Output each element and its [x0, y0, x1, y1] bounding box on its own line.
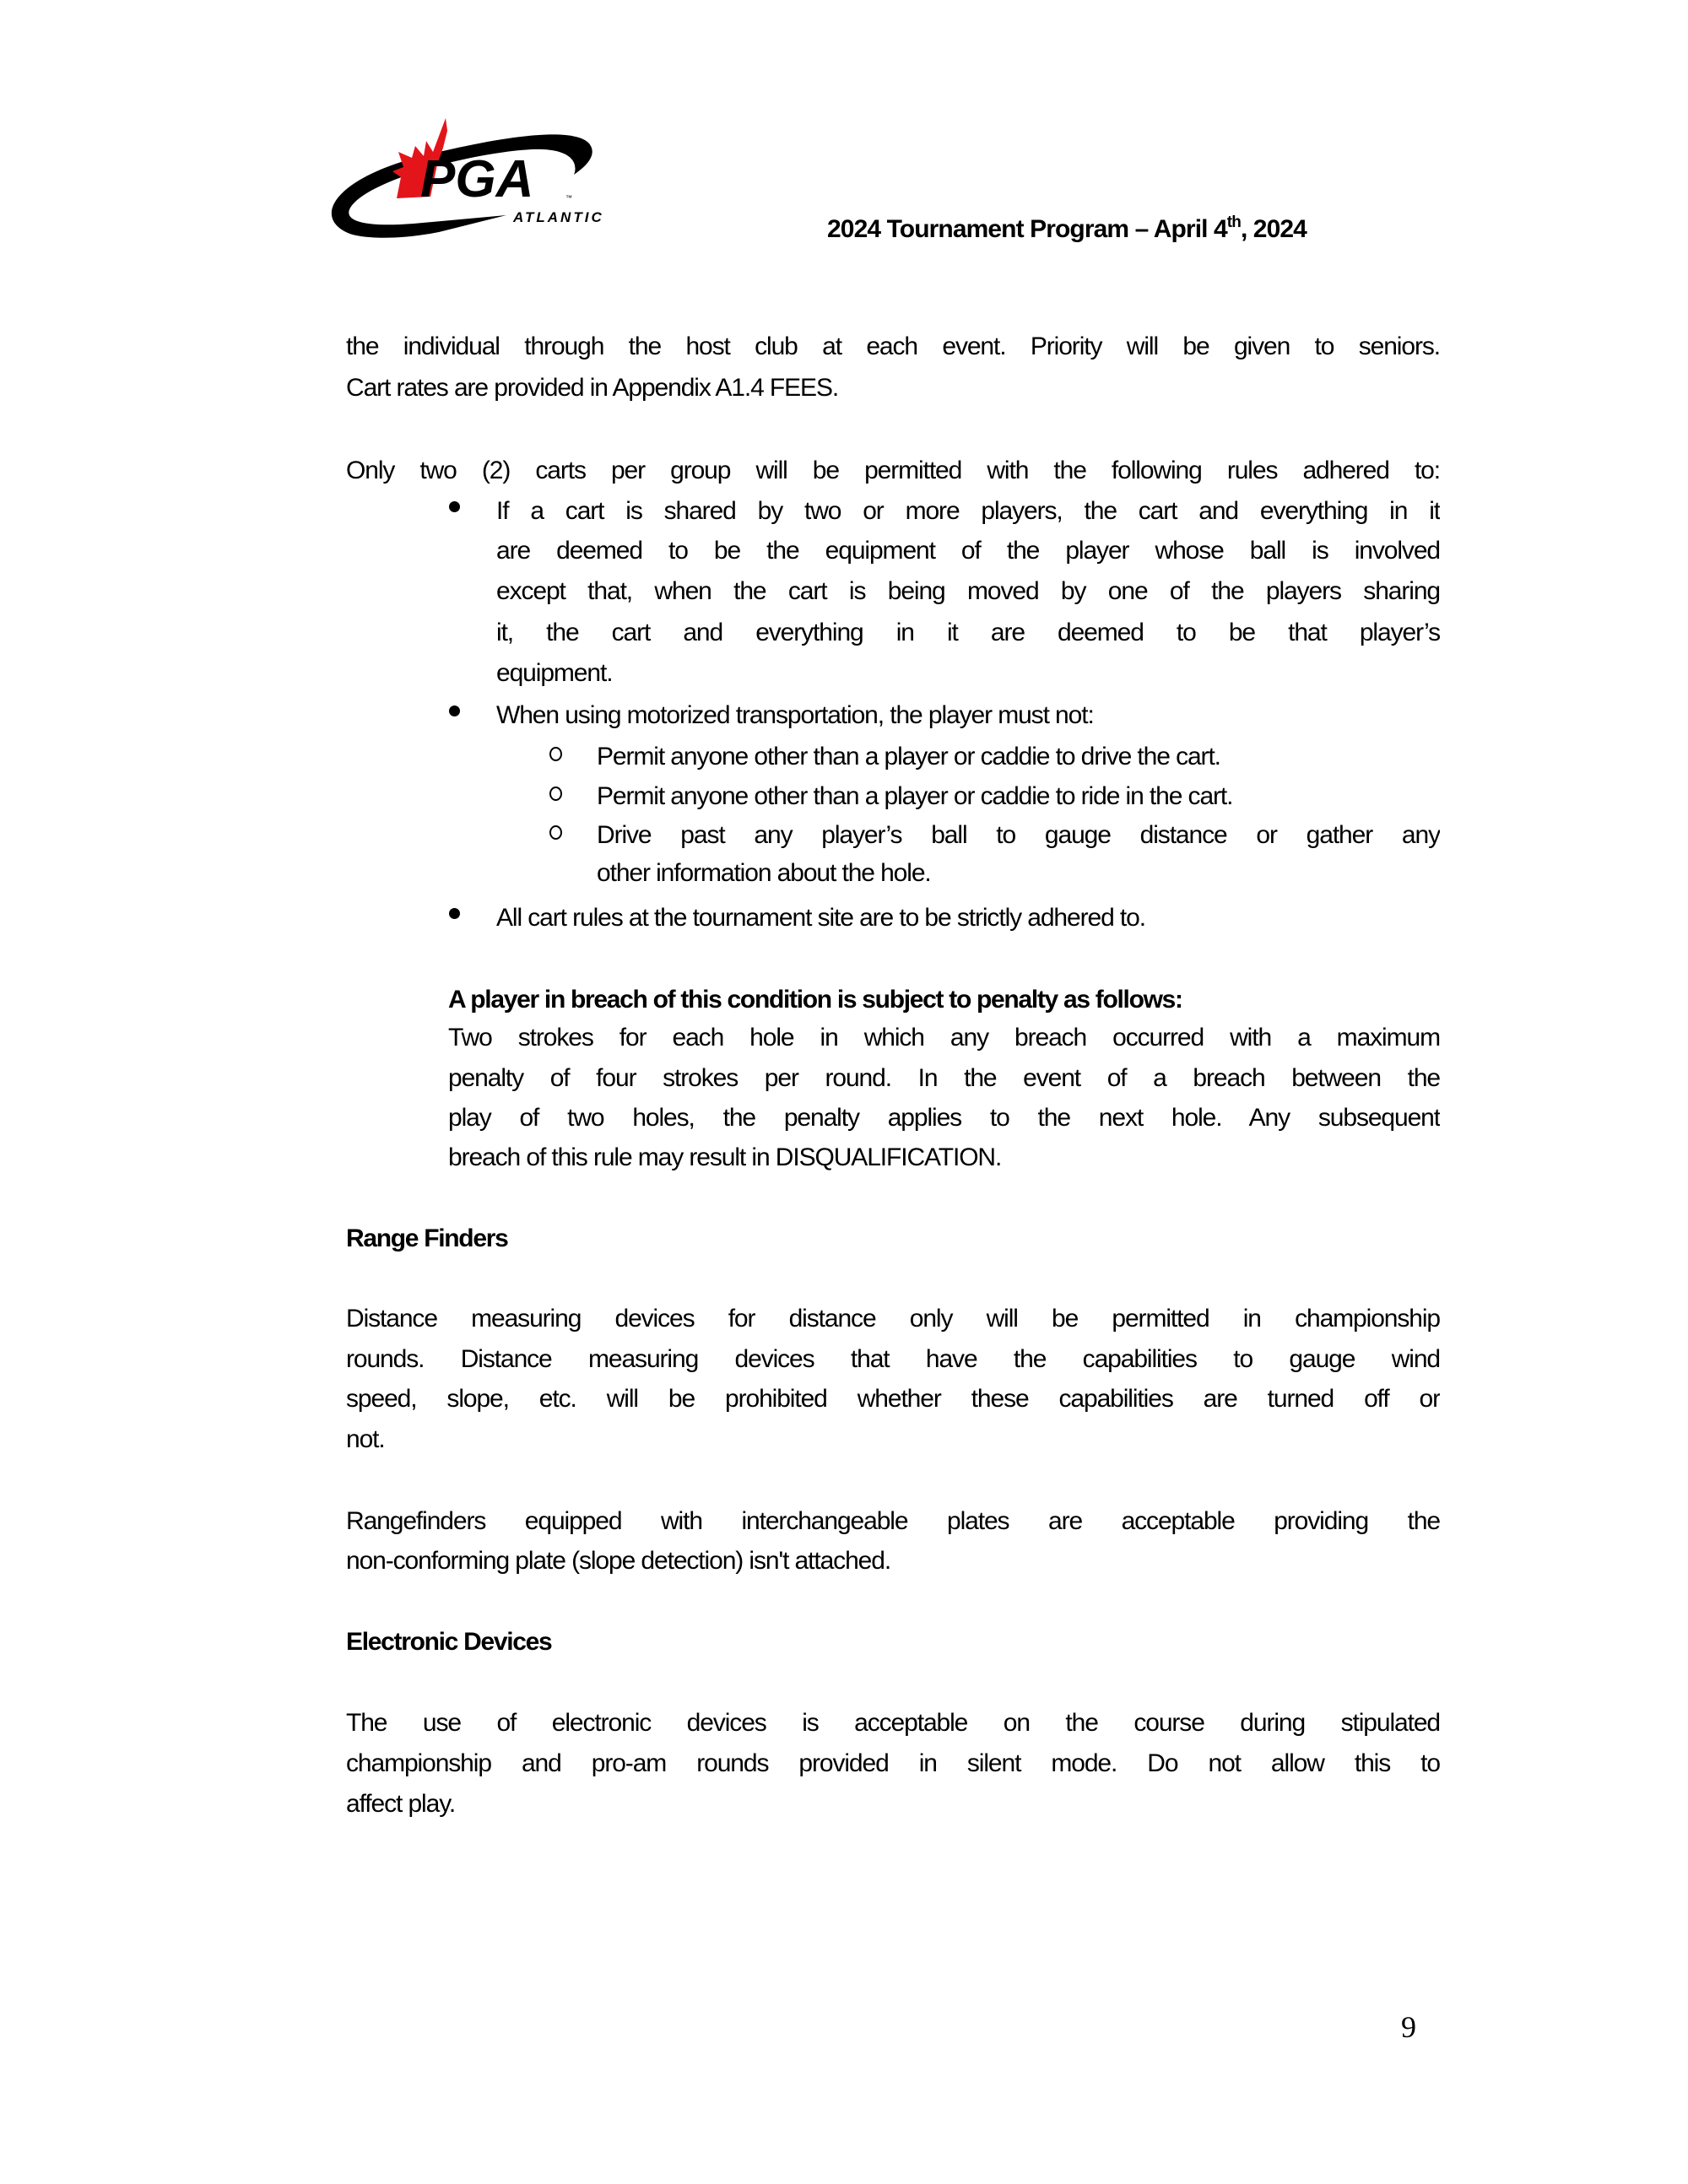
bullet-line: equipment. — [496, 659, 613, 687]
pga-atlantic-logo — [321, 97, 626, 241]
bullet-circle-icon — [549, 825, 562, 840]
header-title-superscript: th — [1226, 214, 1241, 231]
range-finders-line: not. — [346, 1425, 385, 1453]
intro-line: Cart rates are provided in Appendix A1.4 FEES. — [346, 374, 839, 402]
range-finders-heading: Range Finders — [346, 1224, 508, 1252]
bullet-circle-icon — [549, 747, 562, 761]
penalty-heading: A player in breach of this condition is subject to penalty as follows: — [448, 986, 1182, 1014]
sub-bullet-line: Permit anyone other than a player or caddie to drive the cart. — [597, 743, 1220, 770]
header-title-main: 2024 Tournament Program – April 4 — [827, 215, 1227, 243]
penalty-line: play of two holes, the penalty applies to the next hole. Any subsequent — [448, 1104, 1440, 1132]
bullet-circle-icon — [549, 787, 562, 801]
electronic-devices-line: affect play. — [346, 1790, 456, 1818]
penalty-line: breach of this rule may result in DISQUALIFICATION. — [448, 1143, 1002, 1171]
page-number: 9 — [1401, 2010, 1416, 2044]
bullet-disc-icon — [449, 501, 460, 512]
sub-bullet-line: Permit anyone other than a player or caddie to ride in the cart. — [597, 782, 1233, 810]
penalty-line: penalty of four strokes per round. In the event of a breach between the — [448, 1064, 1440, 1092]
pga-logo-icon — [321, 97, 626, 241]
bullet-line: it, the cart and everything in it are deemed to be that player’s — [496, 619, 1440, 646]
svg-text:™: ™ — [565, 194, 572, 202]
sub-bullet-line: other information about the hole. — [597, 859, 931, 887]
electronic-devices-heading: Electronic Devices — [346, 1628, 552, 1656]
bullet-line: When using motorized transportation, the player must not: — [496, 701, 1094, 729]
sub-bullet-line: Drive past any player’s ball to gauge distance or gather any — [597, 821, 1440, 849]
electronic-devices-line: The use of electronic devices is acceptable on the course during stipulated — [346, 1709, 1440, 1737]
bullet-line: are deemed to be the equipment of the player whose ball is involved — [496, 537, 1440, 565]
range-finders-line: Distance measuring devices for distance only will be permitted in championship — [346, 1305, 1440, 1333]
page-header-title — [827, 211, 1428, 248]
bullet-disc-icon — [449, 908, 460, 919]
bullet-line: If a cart is shared by two or more players, the cart and everything in it — [496, 497, 1440, 525]
range-finders-line: speed, slope, etc. will be prohibited whether these capabilities are turned off or — [346, 1385, 1440, 1413]
rangefinders-plates-line: Rangefinders equipped with interchangeable plates are acceptable providing the — [346, 1507, 1440, 1535]
intro-line: the individual through the host club at each event. Priority will be given to seniors. — [346, 332, 1440, 360]
bullet-line: except that, when the cart is being moved by one of the players sharing — [496, 577, 1440, 605]
carts-lead: Only two (2) carts per group will be permitted with the following rules adhered to: — [346, 457, 1440, 484]
rangefinders-plates-line: non-conforming plate (slope detection) isn't attached. — [346, 1547, 891, 1575]
penalty-line: Two strokes for each hole in which any breach occurred with a maximum — [448, 1024, 1440, 1051]
svg-text:PGA: PGA — [420, 150, 534, 208]
electronic-devices-line: championship and pro-am rounds provided in silent mode. Do not allow this to — [346, 1749, 1440, 1777]
svg-text:ATLANTIC: ATLANTIC — [513, 209, 604, 225]
header-title-year: , 2024 — [1240, 215, 1307, 243]
bullet-line: All cart rules at the tournament site are to be strictly adhered to. — [496, 904, 1145, 932]
range-finders-line: rounds. Distance measuring devices that have the capabilities to gauge wind — [346, 1345, 1440, 1373]
bullet-disc-icon — [449, 705, 460, 716]
